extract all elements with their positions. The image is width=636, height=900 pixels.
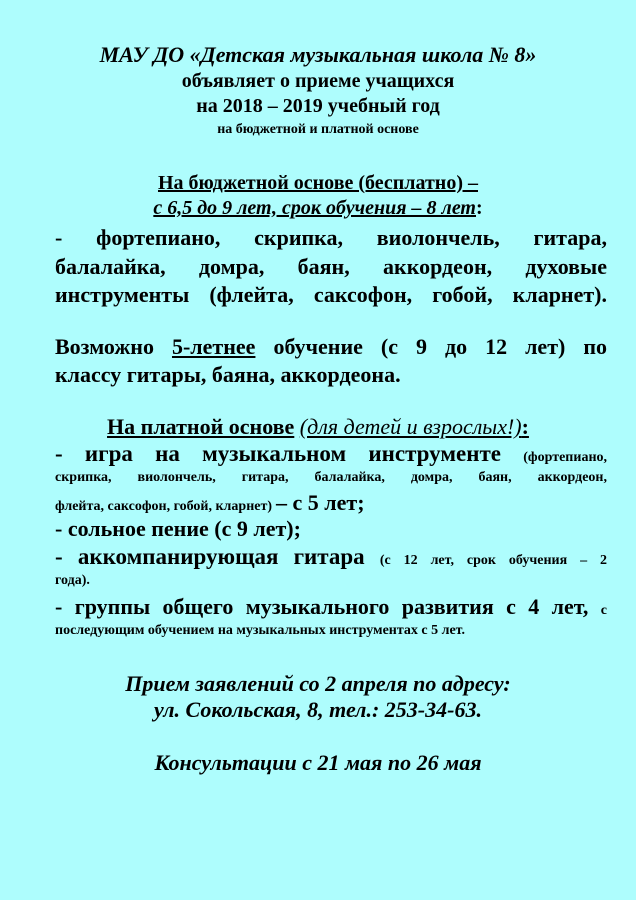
budget-age-term: с 6,5 до 9 лет, срок обучения – 8 лет	[153, 197, 476, 219]
paid-item-singing: - сольное пение (с 9 лет);	[55, 516, 301, 541]
school-title: МАУ ДО «Детская музыкальная школа № 8»	[99, 42, 537, 67]
colon: :	[476, 197, 483, 219]
five-year-pre: Возможно	[55, 334, 154, 359]
item-detail: (с 12 лет, срок обучения – 2	[379, 553, 607, 568]
budget-instruments-line: инструменты (флейта, саксофон, гобой, кларнет).	[55, 282, 607, 307]
budget-subheading	[0, 197, 636, 220]
paid-item-instrument-line2: скрипка, виолончель, гитара, балалайка, домра, баян, аккордеон,	[55, 470, 607, 485]
paid-item-instrument	[55, 441, 607, 467]
item-main: - аккомпанирующая гитара	[55, 544, 365, 569]
five-year-term: 5-летнее	[171, 334, 256, 359]
five-year-post: обучение (с 9 до 12 лет) по	[273, 334, 607, 359]
budget-instruments-line: балалайка, домра, баян, аккордеон, духовые	[55, 254, 607, 279]
budget-instruments-line: - фортепиано, скрипка, виолончель, гитара,	[55, 225, 607, 250]
five-year-line-2: классу гитары, баяна, аккордеона.	[55, 362, 401, 387]
item-main: - группы общего музыкального развития с 4 лет,	[55, 594, 589, 619]
item-detail: (фортепиано,	[523, 450, 608, 465]
paid-item-guitar	[55, 544, 607, 570]
paid-heading	[0, 414, 636, 440]
budget-heading: На бюджетной основе (бесплатно) –	[157, 172, 478, 194]
academic-year: на 2018 – 2019 учебный год	[196, 95, 440, 117]
paid-item-groups-line2: последующим обучением на музыкальных инструментах с 5 лет.	[55, 623, 465, 638]
paid-heading-italic: (для детей и взрослых!)	[299, 414, 522, 439]
address-info: ул. Сокольская, 8, тел.: 253-34-63.	[154, 697, 482, 722]
applications-info: Прием заявлений со 2 апреля по адресу:	[125, 671, 511, 696]
five-year-line	[55, 334, 607, 360]
announcement-line: объявляет о приеме учащихся	[181, 70, 455, 92]
paid-item-guitar-line2: года).	[55, 573, 90, 588]
consultations-info: Консультации с 21 мая по 26 мая	[154, 750, 482, 775]
colon: :	[521, 414, 529, 439]
basis-note: на бюджетной и платной основе	[217, 122, 419, 137]
paid-item-groups	[55, 594, 607, 620]
paid-item-instrument-line3	[55, 490, 607, 516]
paid-heading-main: На платной основе	[107, 414, 295, 439]
item-main: - игра на музыкальном инструменте	[55, 441, 502, 466]
item-age: – с 5 лет;	[276, 490, 365, 515]
item-detail: флейта, саксофон, гобой, кларнет)	[55, 499, 273, 514]
item-detail: с	[600, 603, 608, 618]
